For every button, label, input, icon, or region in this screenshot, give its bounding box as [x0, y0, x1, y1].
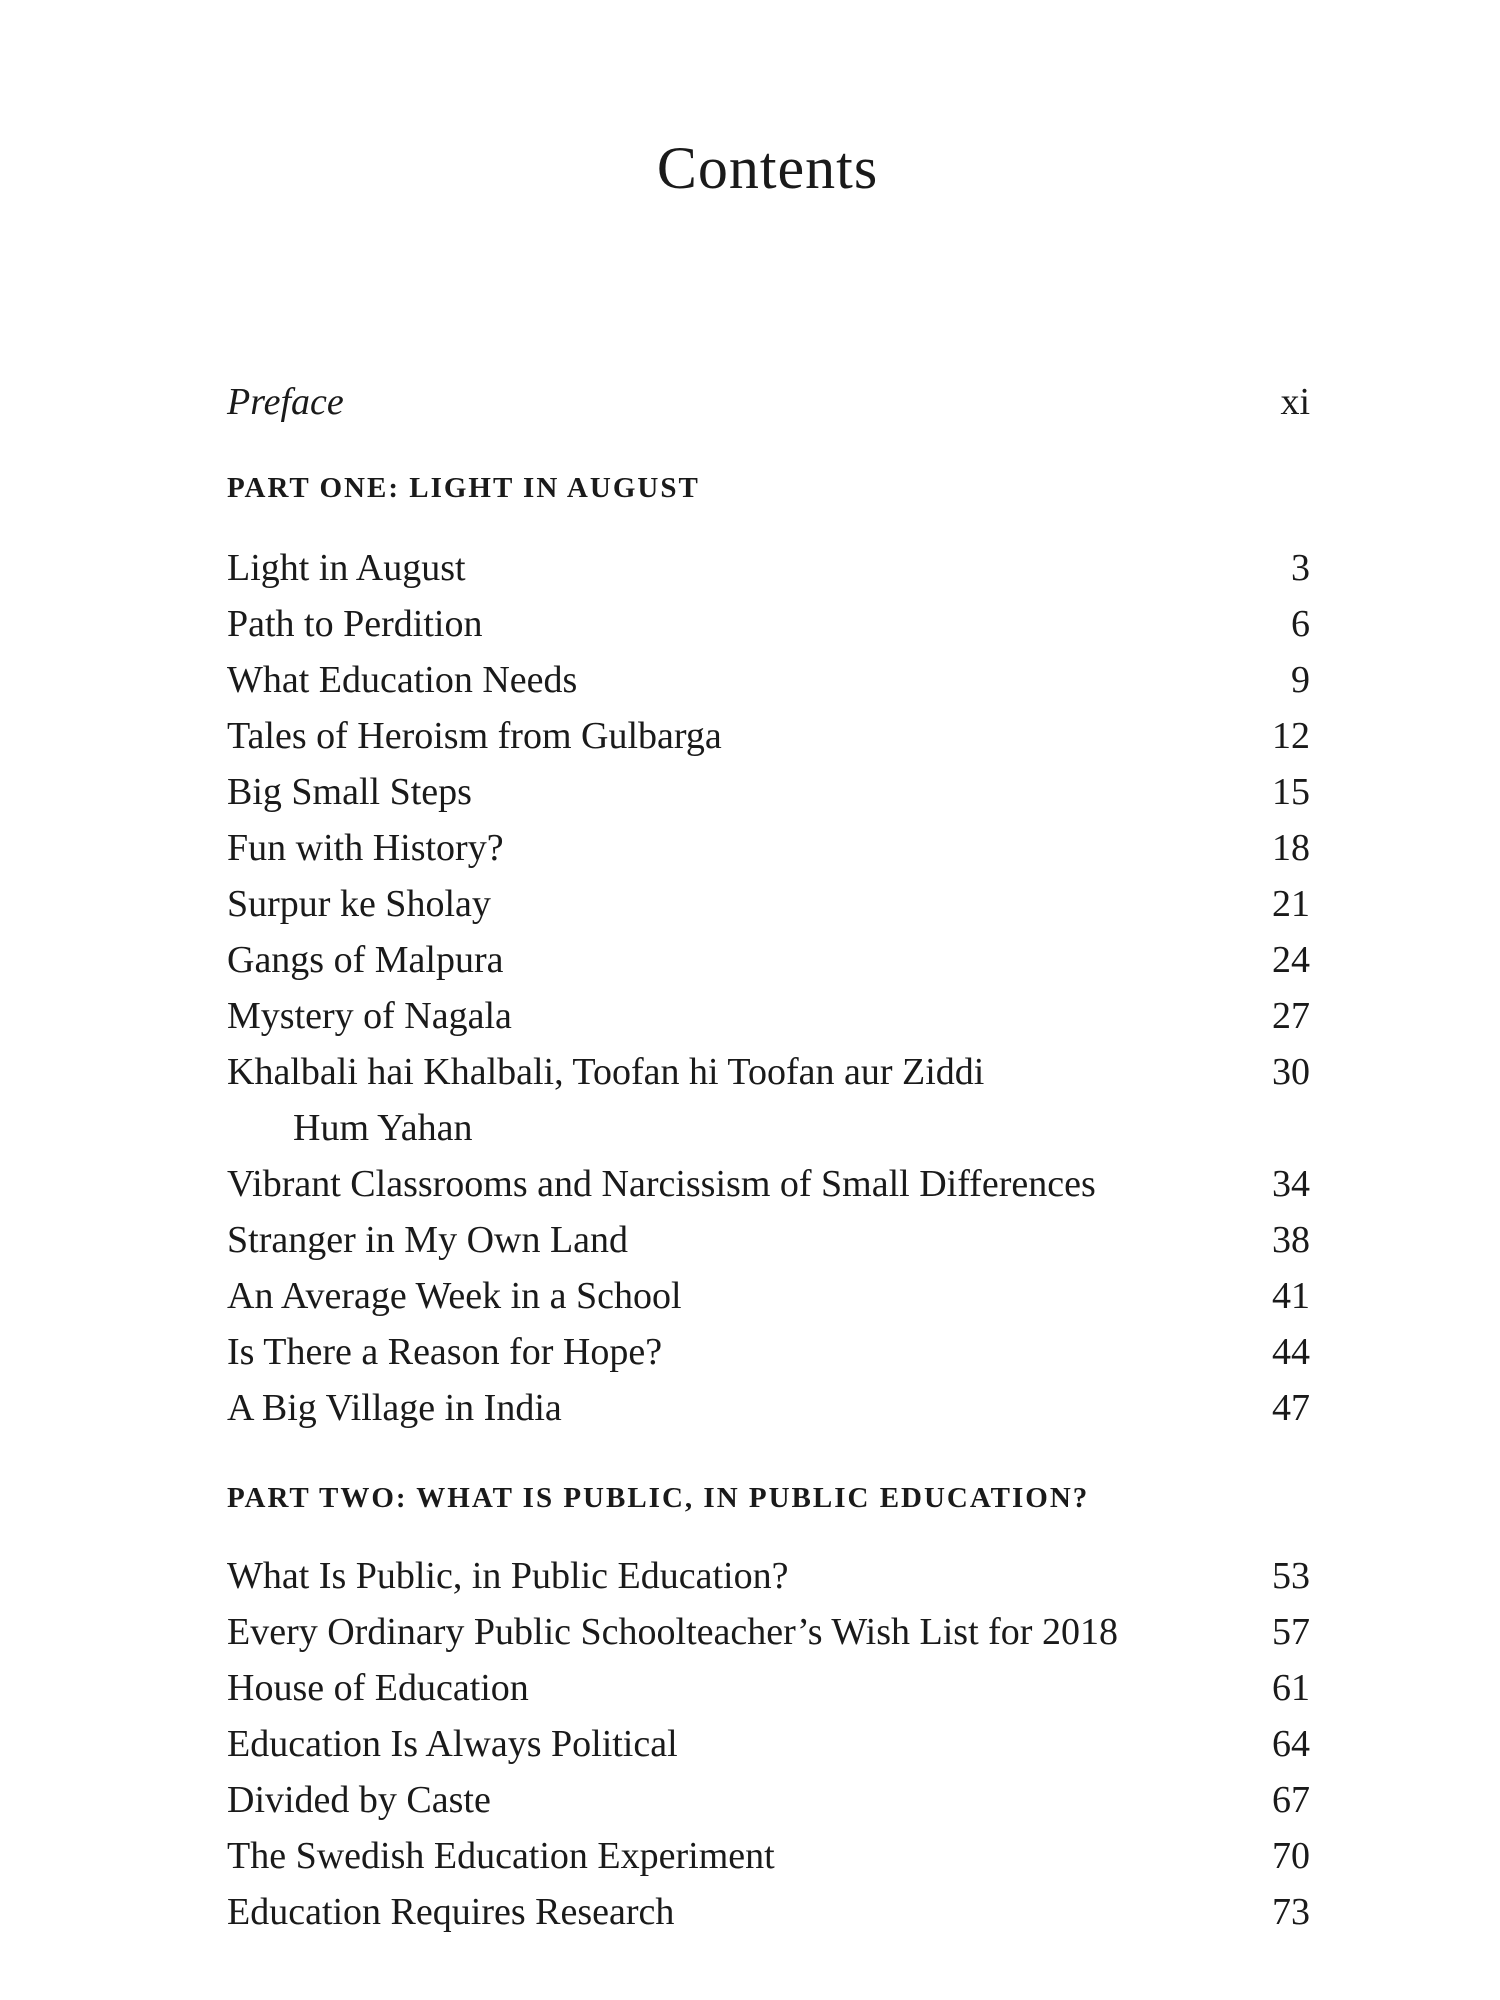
toc-entry-title: A Big Village in India [227, 1387, 562, 1429]
toc-entry[interactable] [227, 1548, 1310, 1604]
toc-entry[interactable] [227, 1772, 1310, 1828]
toc-entry-page: 61 [1272, 1667, 1310, 1709]
toc-entry[interactable] [227, 1324, 1310, 1380]
toc-entry-page: 34 [1272, 1163, 1310, 1205]
toc-entry-title: Stranger in My Own Land [227, 1219, 629, 1261]
toc-entry-page: 70 [1272, 1835, 1310, 1877]
toc-entry-title: Preface [227, 381, 344, 423]
toc-entry[interactable] [227, 1884, 1310, 1940]
toc-entry[interactable] [227, 1660, 1310, 1716]
toc-entry-title: Gangs of Malpura [227, 939, 504, 981]
toc-entry[interactable] [227, 1156, 1310, 1212]
toc-entry-title: Education Is Always Political [227, 1723, 678, 1765]
toc-entry-page: 67 [1272, 1779, 1310, 1821]
toc-entry-title: Every Ordinary Public Schoolteacher’s Wish List for 2018 [227, 1611, 1118, 1653]
toc-entry[interactable] [227, 540, 1310, 596]
toc-entry-page: 3 [1291, 547, 1310, 589]
toc-entry-title: What Education Needs [227, 659, 578, 701]
toc-entry-title: Vibrant Classrooms and Narcissism of Small Differences [227, 1163, 1096, 1205]
toc-entry[interactable] [227, 652, 1310, 708]
toc-entry-page: 30 [1272, 1051, 1310, 1093]
toc-entry[interactable] [227, 1212, 1310, 1268]
toc-entry-title: Mystery of Nagala [227, 995, 512, 1037]
toc-entry[interactable] [227, 932, 1310, 988]
toc-entry-preface[interactable] [227, 374, 1310, 430]
toc-entry-page: 53 [1272, 1555, 1310, 1597]
toc-entry[interactable] [227, 1380, 1310, 1436]
toc-entry-page: 21 [1272, 883, 1310, 925]
toc-entry[interactable] [227, 876, 1310, 932]
toc-entry-title: Education Requires Research [227, 1891, 675, 1933]
toc-entry-title-continued: Hum Yahan [293, 1107, 473, 1149]
toc-entry[interactable] [227, 1716, 1310, 1772]
toc-entry-title: Khalbali hai Khalbali, Toofan hi Toofan aur Ziddi [227, 1051, 985, 1093]
toc-entry-title: Fun with History? [227, 827, 504, 869]
toc-entry-page: 9 [1291, 659, 1310, 701]
toc-entry-page: 15 [1272, 771, 1310, 813]
toc-entry[interactable] [227, 1044, 1310, 1100]
part-two-heading: PART TWO: WHAT IS PUBLIC, IN PUBLIC EDUCATION? [227, 1482, 1090, 1514]
toc-entry-page: 44 [1272, 1331, 1310, 1373]
toc-entry-title: An Average Week in a School [227, 1275, 682, 1317]
toc-entry-page: 24 [1272, 939, 1310, 981]
toc-entry[interactable] [227, 1604, 1310, 1660]
toc-entry[interactable] [227, 708, 1310, 764]
toc-entry[interactable] [227, 596, 1310, 652]
toc-entry[interactable] [227, 764, 1310, 820]
toc-entry-page: 57 [1272, 1611, 1310, 1653]
toc-entry-page: 18 [1272, 827, 1310, 869]
toc-entry-title: Is There a Reason for Hope? [227, 1331, 663, 1373]
toc-entry-title: What Is Public, in Public Education? [227, 1555, 789, 1597]
toc-entry-title: Big Small Steps [227, 771, 472, 813]
toc-entry-continuation [227, 1100, 1310, 1156]
part-one-heading: PART ONE: LIGHT IN AUGUST [227, 472, 700, 504]
toc-entry[interactable] [227, 1268, 1310, 1324]
page-title: Contents [656, 135, 879, 201]
toc-entry[interactable] [227, 1828, 1310, 1884]
toc-entry[interactable] [227, 820, 1310, 876]
toc-entry-page: 38 [1272, 1219, 1310, 1261]
toc-entry-page: 47 [1272, 1387, 1310, 1429]
toc-entry-page: 73 [1272, 1891, 1310, 1933]
toc-entry-page: 41 [1272, 1275, 1310, 1317]
toc-entry-title: The Swedish Education Experiment [227, 1835, 775, 1877]
toc-entry-page: 64 [1272, 1723, 1310, 1765]
toc-entry-page: xi [1280, 381, 1310, 423]
toc-entry-page: 27 [1272, 995, 1310, 1037]
toc-entry[interactable] [227, 988, 1310, 1044]
toc-entry-page: 12 [1272, 715, 1310, 757]
toc-entry-title: Light in August [227, 547, 466, 589]
toc-entry-title: Divided by Caste [227, 1779, 491, 1821]
toc-entry-title: Surpur ke Sholay [227, 883, 491, 925]
toc-entry-title: Path to Perdition [227, 603, 483, 645]
toc-entry-title: House of Education [227, 1667, 529, 1709]
toc-entry-page: 6 [1291, 603, 1310, 645]
toc-entry-title: Tales of Heroism from Gulbarga [227, 715, 722, 757]
